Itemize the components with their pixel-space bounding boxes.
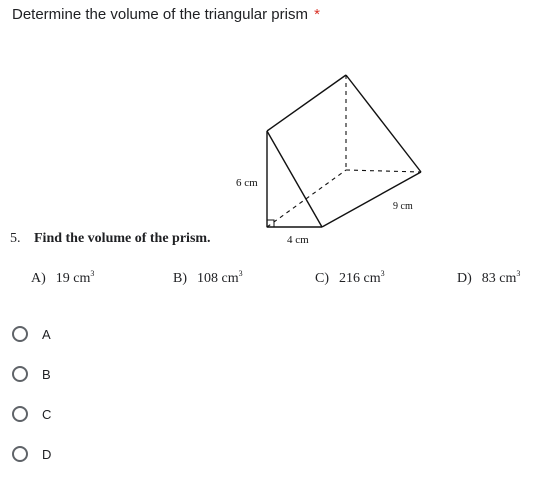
choice-value: 216 cm (339, 271, 381, 286)
choice-exponent: 3 (516, 269, 521, 278)
label-height: 6 cm (236, 177, 258, 189)
option-a[interactable] (12, 322, 51, 346)
prism-hidden-edge (267, 170, 346, 227)
label-length: 9 cm (393, 201, 413, 212)
option-c[interactable] (12, 402, 51, 426)
choice-letter: B) (173, 271, 187, 286)
option-label: B (42, 366, 51, 382)
choice-exponent: 3 (380, 269, 385, 278)
option-label: A (42, 326, 51, 342)
problem-text: Find the volume of the prism. (34, 231, 211, 246)
option-label: C (42, 406, 52, 422)
option-b[interactable] (12, 362, 51, 386)
choice-value: 83 cm (481, 271, 517, 286)
radio-button[interactable] (12, 326, 28, 342)
label-base: 4 cm (287, 234, 309, 246)
choice-exponent: 3 (238, 269, 243, 278)
option-d[interactable] (12, 442, 51, 466)
problem-statement (10, 231, 211, 247)
prism-edge (322, 172, 421, 227)
answer-choice-b (173, 269, 243, 287)
radio-button[interactable] (12, 366, 28, 382)
prism-hidden-edge (346, 170, 421, 172)
option-label: D (42, 446, 52, 462)
answer-choice-c (315, 269, 385, 287)
prism-edge (267, 131, 322, 227)
choice-letter: D) (457, 271, 472, 286)
choice-letter: C) (315, 271, 329, 286)
radio-button[interactable] (12, 446, 28, 462)
prism-edge (346, 75, 421, 172)
choice-value: 19 cm (55, 271, 91, 286)
choice-letter: A) (31, 271, 46, 286)
radio-button[interactable] (12, 406, 28, 422)
prism-edge (267, 75, 346, 131)
choice-exponent: 3 (90, 269, 95, 278)
problem-number: 5. (10, 231, 21, 246)
choice-value: 108 cm (197, 271, 239, 286)
question-text: Determine the volume of the triangular prism (12, 6, 308, 23)
required-asterisk: * (314, 6, 320, 23)
answer-choice-d (457, 269, 520, 287)
answer-choice-a (31, 269, 94, 287)
